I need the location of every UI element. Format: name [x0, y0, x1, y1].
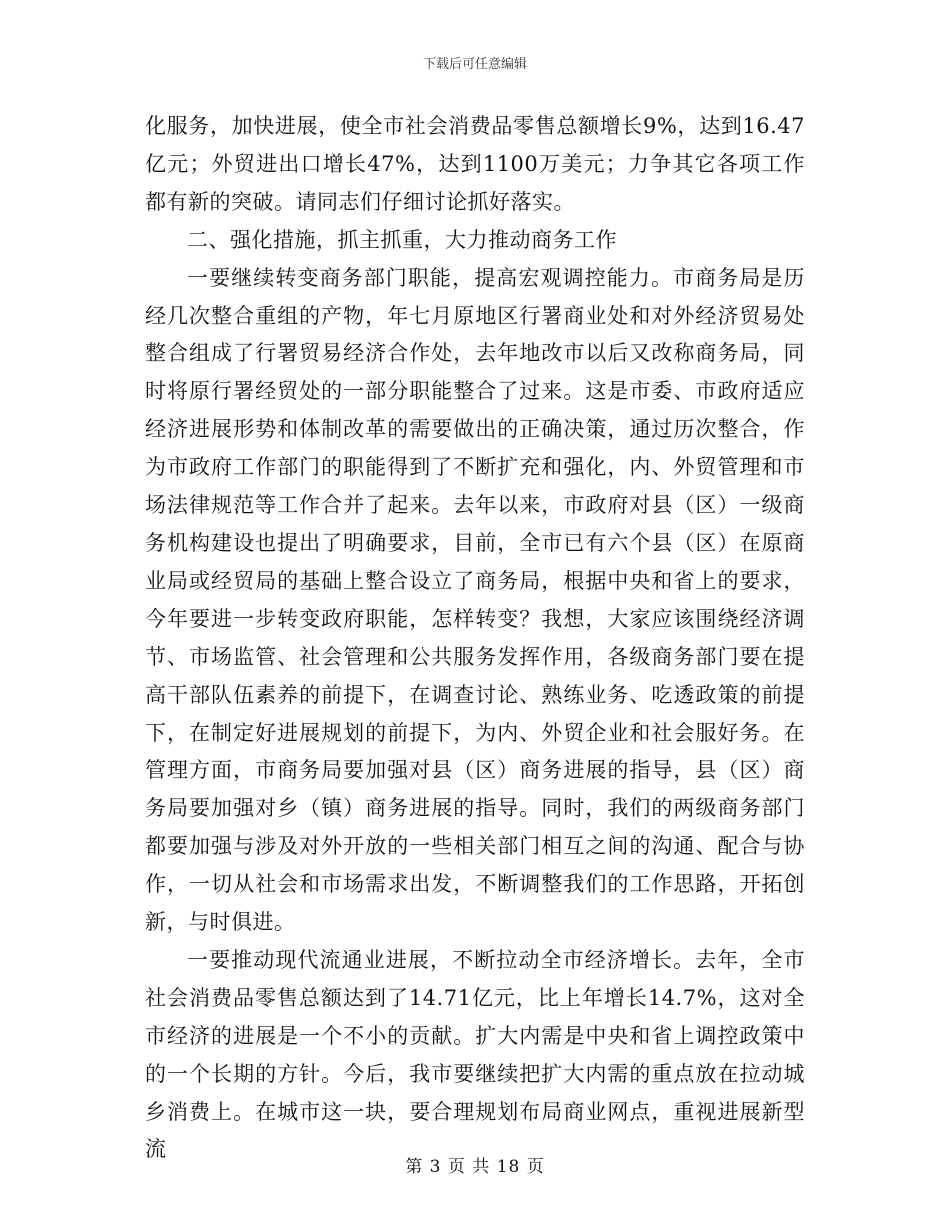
page-number: 第 3 页 共 18 页	[405, 1157, 545, 1177]
paragraph-3: 一要推动现代流通业进展，不断拉动全市经济增长。去年，全市社会消费品零售总额达到了14.71亿元，比上年增长14.7%，这对全市经济的进展是一个不小的贡献。扩大内需是中央和省上调控政策中的一个长期的方针。今后，我市要继续把扩大内需的重点放在拉动城乡消费上。在城市这一块，要合理规划布局商业网点，重视进展新型流	[145, 947, 805, 1162]
body-text	[145, 108, 805, 1169]
page-header: 下载后可任意编辑	[422, 57, 527, 72]
paragraph-2: 一要继续转变商务部门职能，提高宏观调控能力。市商务局是历经几次整合重组的产物，年七月原地区行署商业处和对外经济贸易处整合组成了行署贸易经济合作处，去年地改市以后又改称商务局，同时将原行署经贸处的一部分职能整合了过来。这是市委、市政府适应经济进展形势和体制改革的需要做出的正确决策，通过历次整合，作为市政府工作部门的职能得到了不断扩充和强化，内、外贸管理和市场法律规范等工作合并了起来。去年以来，市政府对县（区）一级商务机构建设也提出了明确要求，目前，全市已有六个县（区）在原商业局或经贸局的基础上整合设立了商务局，根据中央和省上的要求，今年要进一步转变政府职能，怎样转变？我想，大家应该围绕经济调节、市场监管、社会管理和公共服务发挥作用，各级商务部门要在提高干部队伍素养的前提下，在调查讨论、熟练业务、吃透政策的前提下，在制定好进展规划的前提下，为内、外贸企业和社会服好务。在管理方面，市商务局要加强对县（区）商务进展的指导，县（区）商务局要加强对乡（镇）商务进展的指导。同时，我们的两级商务部门都要加强与涉及对外开放的一些相关部门相互之间的沟通、配合与协作，一切从社会和市场需求出发，不断调整我们的工作思路，开拓创新，与时俱进。	[145, 265, 805, 935]
paragraph-1: 化服务，加快进展，使全市社会消费品零售总额增长9%，达到16.47亿元；外贸进出口增长47%，达到1100万美元；力争其它各项工作都有新的突破。请同志们仔细讨论抓好落实。	[145, 114, 805, 214]
section-heading: 二、强化措施，抓主抓重，大力推动商务工作	[187, 227, 617, 252]
